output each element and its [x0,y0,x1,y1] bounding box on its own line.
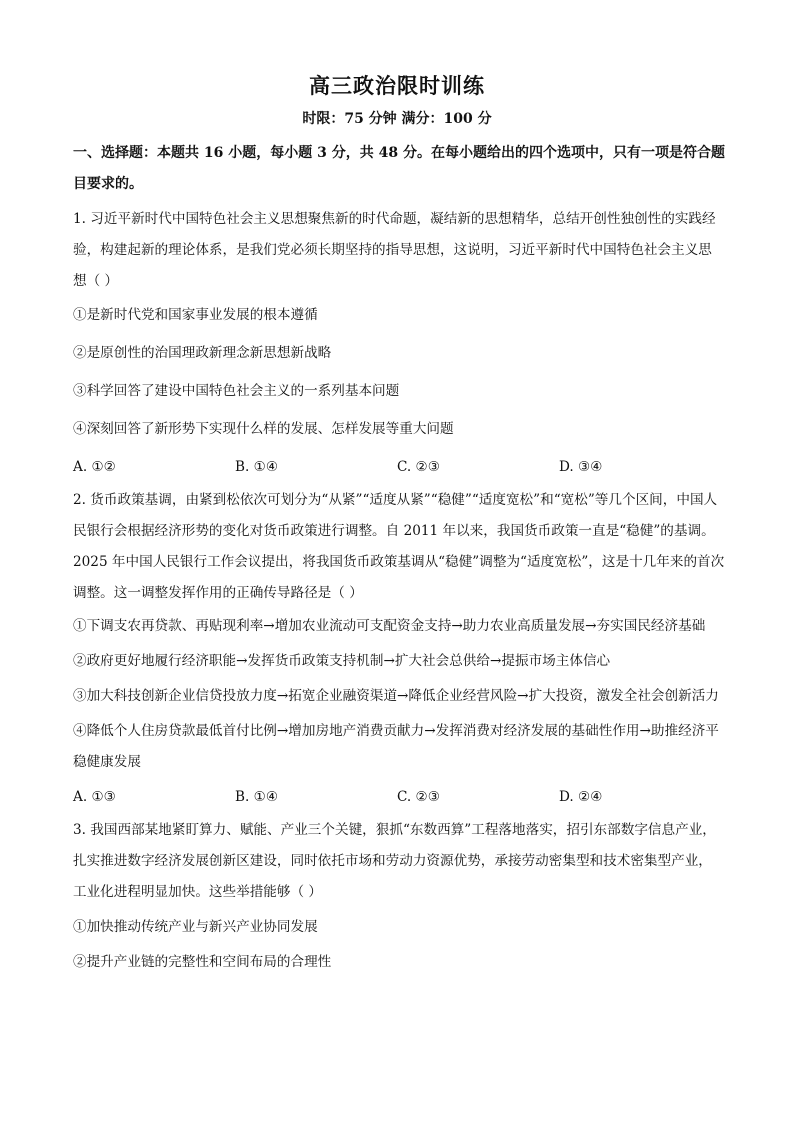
answer-choices [73,782,725,813]
question-stem: 2. 货币政策基调，由紧到松依次可划分为“从紧”“适度从紧”“稳健”“适度宽松”和“宽松”等几个区间，中国人民银行会根据经济形势的变化对货币政策进行调整。自 2011 年以来，我国货币政策一直是“稳健”的基调。2025 年中国人民银行工作会议提出，将我国货币政策基调从“稳健”调整为“适度宽松”，这是十几年来的首次调整。这一调整发挥作用的正确传导路径是（ ） [73,492,725,601]
choice-c: C. ②③ [397,459,440,475]
statement-item: ①加快推动传统产业与新兴产业协同发展 [73,919,318,935]
choice-c: C. ②③ [397,789,440,805]
statement-list [73,912,725,978]
statement-item: ④降低个人住房贷款最低首付比例→增加房地产消费贡献力→发挥消费对经济发展的基础性作用→助推经济平稳健康发展 [73,723,719,770]
page-title: 高三政治限时训练 [309,73,485,98]
section-heading: 一、选择题：本题共 16 小题，每小题 3 分，共 48 分。在每小题给出的四个选项中，只有一项是符合题目要求的。 [73,145,725,192]
exam-time-and-score: 时限：75 分钟 满分：100 分 [302,111,492,127]
statement-item: ①是新时代党和国家事业发展的根本遵循 [73,307,318,323]
choice-d: D. ②④ [559,789,603,805]
statement-item: ②政府更好地履行经济职能→发挥货币政策支持机制→扩大社会总供给→提振市场主体信心 [73,653,611,669]
statement-list [73,300,725,445]
statement-item: ③加大科技创新企业信贷投放力度→拓宽企业融资渠道→降低企业经营风险→扩大投资，激发全社会创新活力 [73,688,719,704]
exam-body [73,138,725,982]
question-3 [73,815,725,978]
choice-a: A. ①③ [73,789,116,805]
question-stem: 1. 习近平新时代中国特色社会主义思想聚焦新的时代命题，凝结新的思想精华，总结开创性独创性的实践经验，构建起新的理论体系，是我们党必须长期坚持的指导思想，这说明，习近平新时代中国特色社会主义思想（ ） [73,211,716,289]
answer-choices [73,452,725,483]
question-stem: 3. 我国西部某地紧盯算力、赋能、产业三个关键，狠抓“东数西算”工程落地落实，招引东部数字信息产业，扎实推进数字经济发展创新区建设，同时依托市场和劳动力资源优势，承接劳动密集型和技术密集型产业，工业化进程明显加快。这些举措能够（ ） [73,822,716,900]
statement-list [73,611,725,778]
statement-item: ②是原创性的治国理政新理念新思想新战略 [73,345,332,361]
choice-b: B. ①④ [235,789,279,805]
choice-a: A. ①② [73,459,116,475]
question-1 [73,204,725,483]
choice-d: D. ③④ [559,459,603,475]
statement-item: ③科学回答了建设中国特色社会主义的一系列基本问题 [73,383,400,399]
statement-item: ①下调支农再贷款、再贴现利率→增加农业流动可支配资金支持→助力农业高质量发展→夯实国民经济基础 [73,618,706,634]
statement-item: ②提升产业链的完整性和空间布局的合理性 [73,954,332,970]
question-2 [73,485,725,813]
statement-item: ④深刻回答了新形势下实现什么样的发展、怎样发展等重大问题 [73,421,454,437]
choice-b: B. ①④ [235,459,279,475]
